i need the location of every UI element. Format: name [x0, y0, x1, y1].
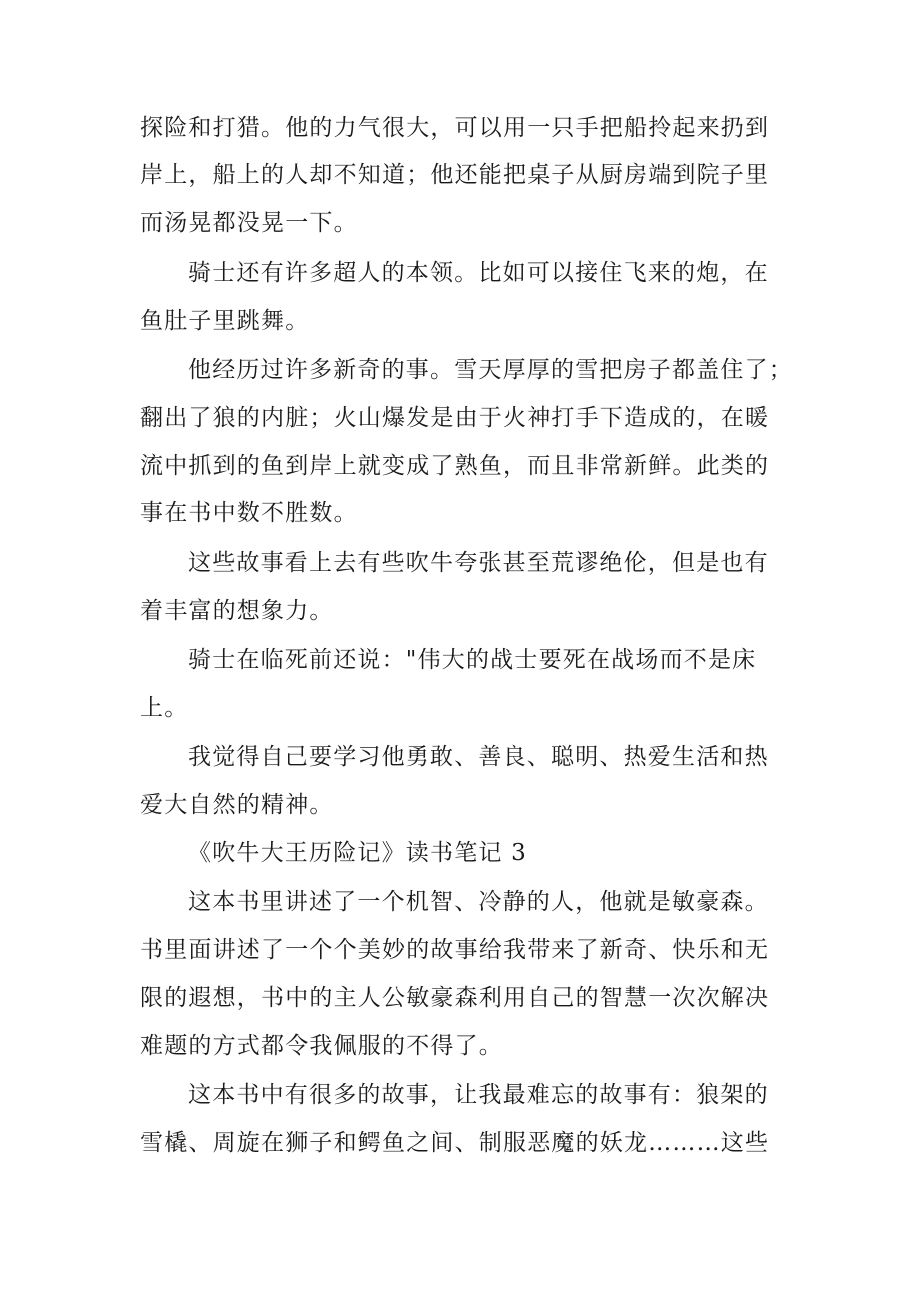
- paragraph-line: 骑士还有许多超人的本领。比如可以接住飞来的炮，在: [188, 260, 769, 286]
- paragraph-line: 爱大自然的精神。: [140, 792, 334, 818]
- paragraph-line: 这些故事看上去有些吹牛夸张甚至荒谬绝伦，但是也有: [188, 550, 769, 576]
- paragraph-line: 限的遐想，书中的主人公敏豪森利用自己的智慧一次次解决: [140, 985, 770, 1011]
- paragraph-line: 而汤晃都没晃一下。: [140, 210, 358, 236]
- paragraph-line: 雪橇、周旋在狮子和鳄鱼之间、制服恶魔的妖龙………这些: [140, 1130, 770, 1156]
- section-heading: 《吹牛大王历险记》读书笔记 3: [188, 840, 527, 866]
- paragraph-line: 骑士在临死前还说："伟大的战士要死在战场而不是床: [188, 647, 757, 673]
- paragraph-line: 事在书中数不胜数。: [140, 500, 358, 526]
- paragraph-line: 这本书中有很多的故事，让我最难忘的故事有：狼架的: [188, 1082, 769, 1108]
- paragraph-line: 他经历过许多新奇的事。雪天厚厚的雪把房子都盖住了；: [188, 357, 793, 383]
- paragraph-line: 鱼肚子里跳舞。: [140, 308, 310, 334]
- paragraph-line: 流中抓到的鱼到岸上就变成了熟鱼，而且非常新鲜。此类的: [140, 453, 770, 479]
- paragraph-line: 着丰富的想象力。: [140, 598, 334, 624]
- paragraph-line: 上。: [140, 695, 189, 721]
- paragraph-line: 我觉得自己要学习他勇敢、善良、聪明、热爱生活和热: [188, 744, 769, 770]
- paragraph-line: 岸上，船上的人却不知道；他还能把桌子从厨房端到院子里: [140, 162, 770, 188]
- paragraph-line: 难题的方式都令我佩服的不得了。: [140, 1033, 503, 1059]
- paragraph-line: 探险和打猎。他的力气很大，可以用一只手把船拎起来扔到: [140, 115, 770, 141]
- paragraph-line: 书里面讲述了一个个美妙的故事给我带来了新奇、快乐和无: [140, 937, 770, 963]
- paragraph-line: 这本书里讲述了一个机智、冷静的人，他就是敏豪森。: [188, 889, 769, 915]
- paragraph-line: 翻出了狼的内脏；火山爆发是由于火神打手下造成的，在暖: [140, 405, 770, 431]
